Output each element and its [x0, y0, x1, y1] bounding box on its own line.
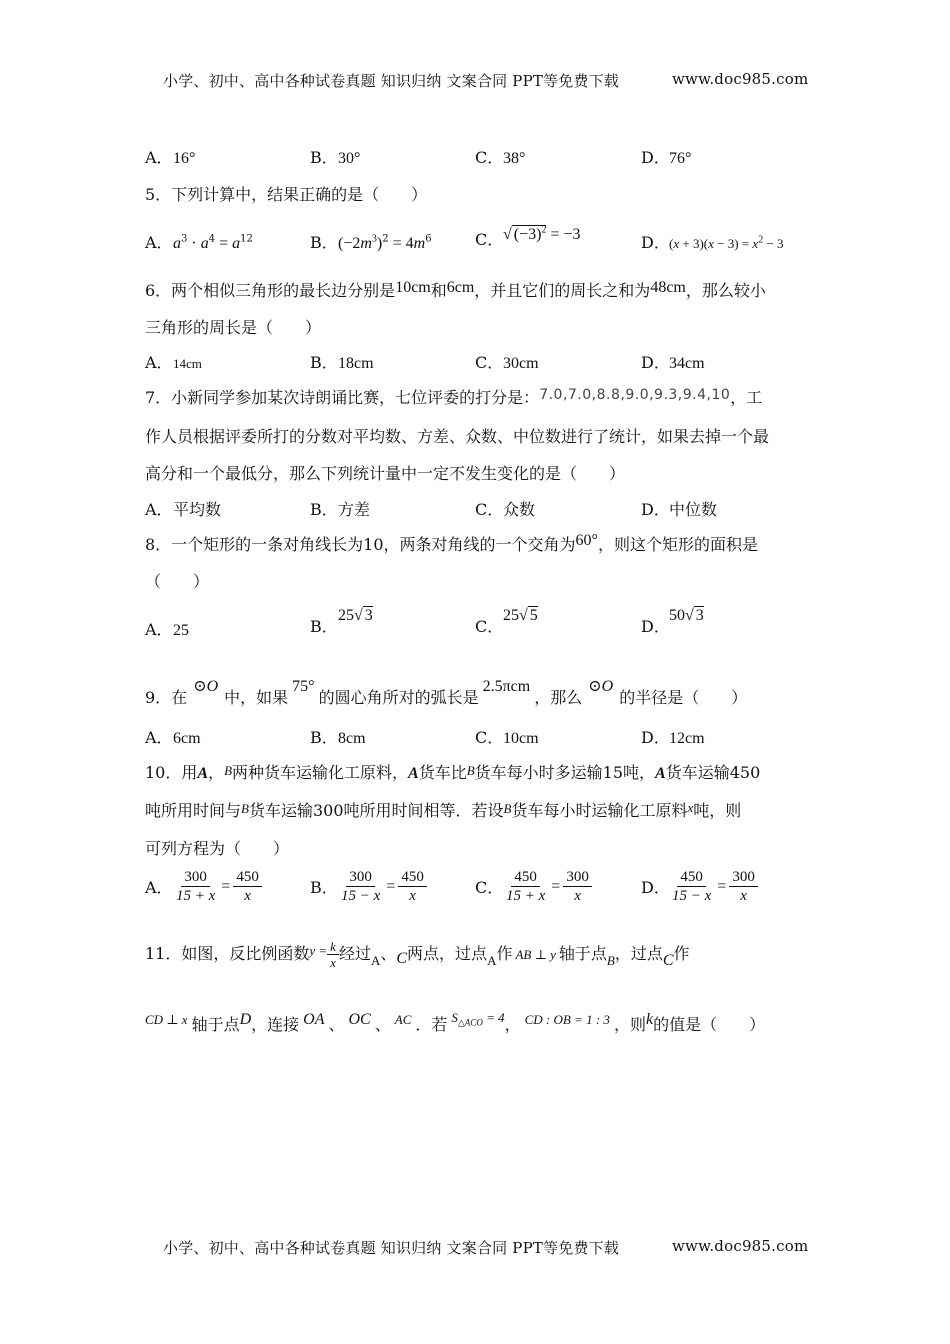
header-text: 小学、初中、高中各种试卷真题 知识归纳 文案合同 PPT等免费下载 [163, 72, 620, 90]
q9-option-b: B．8cm [310, 728, 366, 747]
q5-option-c: C．√ $(-3)^2 = -3$ [475, 224, 581, 249]
q5-option-b: B．$(-2m^3)^2 = 4m^6$ [310, 233, 432, 252]
q8-option-a: A．25 [145, 620, 189, 639]
q11-stem-line2: $^{CD \perp x}$ 轴于点D，连接 OA 、 OC 、 $^{AC}$ ．若 $^{S_{\triangle ACO} = 4}$， $^{CD : OB = 1 : 3}$ ，则k的值是（ ） [145, 1010, 766, 1034]
q8-stem-line2: （ ） [145, 572, 210, 591]
q11-stem-line1: 11．如图，反比例函数$^{y =}$ $\frac{k}{x}$ 经过$_A$、C两点，过点$_A$作 AB ⊥ y 轴于点$_B$，过点C作 [145, 939, 690, 970]
q6-option-c: C．30cm [475, 353, 539, 372]
q9-stem: 9．在⊙O中，如果75°的圆心角所对的弧长是2.5πcm，那么⊙O的半径是（ ） [145, 678, 748, 707]
q7-stem-line1: 7．小新同学参加某次诗朗诵比赛，七位评委的打分是：7.0,7.0,8.8,9.0,9.3,9.4,10，工 [145, 387, 763, 407]
q6-option-d: D．34cm [641, 353, 705, 372]
q9-option-d: D．12cm [641, 728, 705, 747]
q10-stem-line1: 10．用A，B两种货车运输化工原料，A货车比B货车每小时多运输15吨，A货车运输450 [145, 763, 761, 782]
q7-stem-line3: 高分和一个最低分，那么下列统计量中一定不发生变化的是（ ） [145, 464, 626, 483]
q7-option-c: C．众数 [475, 500, 536, 519]
q7-option-d: D．中位数 [641, 500, 718, 519]
q8-option-c: C．25√ 5 [475, 607, 538, 636]
q7-option-b: B．方差 [310, 500, 371, 519]
q10-option-b: B． $\frac{300}{15 - x}$ = $\frac{450}{x}$ [310, 868, 427, 905]
q4-option-b: B．30° [310, 148, 361, 167]
q6-option-a: A．14cm [145, 353, 202, 372]
q6-stem-line2: 三角形的周长是（ ） [145, 318, 322, 337]
q10-stem-line3: 可列方程为（ ） [145, 839, 290, 858]
q8-stem-line1: 8．一个矩形的一条对角线长为10，两条对角线的一个交角为60°，则这个矩形的面积是 [145, 532, 758, 554]
footer-text: 小学、初中、高中各种试卷真题 知识归纳 文案合同 PPT等免费下载 [163, 1239, 620, 1257]
q10-option-c: C． $\frac{450}{15 + x}$ = $\frac{300}{x}$ [475, 868, 592, 905]
q7-stem-line2: 作人员根据评委所打的分数对平均数、方差、众数、中位数进行了统计，如果去掉一个最 [145, 427, 770, 446]
q9-option-c: C．10cm [475, 728, 539, 747]
q10-option-a: A． $\frac{300}{15 + x}$ = $\frac{450}{x}$ [145, 868, 262, 905]
q4-option-d: D．76° [641, 148, 692, 167]
q10-stem-line2: 吨所用时间与B货车运输300吨所用时间相等．若设B货车每小时运输化工原料$^x$吨，则 [145, 800, 742, 820]
q7-option-a: A．平均数 [145, 500, 222, 519]
footer-site[interactable]: www.doc985.com [672, 1237, 809, 1255]
q4-option-a: A．16° [145, 148, 196, 167]
q5-stem: 5．下列计算中，结果正确的是（ ） [145, 185, 428, 204]
q9-option-a: A．6cm [145, 728, 201, 747]
q8-option-d: D．50√ 3 [641, 607, 704, 636]
q8-option-b: B．25√ 3 [310, 607, 373, 636]
q10-option-d: D． $\frac{450}{15 - x}$ = $\frac{300}{x}$ [641, 868, 758, 905]
header-site[interactable]: www.doc985.com [672, 70, 809, 88]
q5-option-d: D．$(x + 3)(x - 3) = x^2 - 3$ [641, 233, 784, 252]
q5-option-a: A．$a^3 \cdot a^4 = a^{12}$ [145, 233, 253, 252]
q4-option-c: C．38° [475, 148, 526, 167]
q6-stem-line1: 6．两个相似三角形的最长边分别是10cm和6cm，并且它们的周长之和为48cm，那么较小 [145, 279, 766, 300]
q6-option-b: B．18cm [310, 353, 374, 372]
